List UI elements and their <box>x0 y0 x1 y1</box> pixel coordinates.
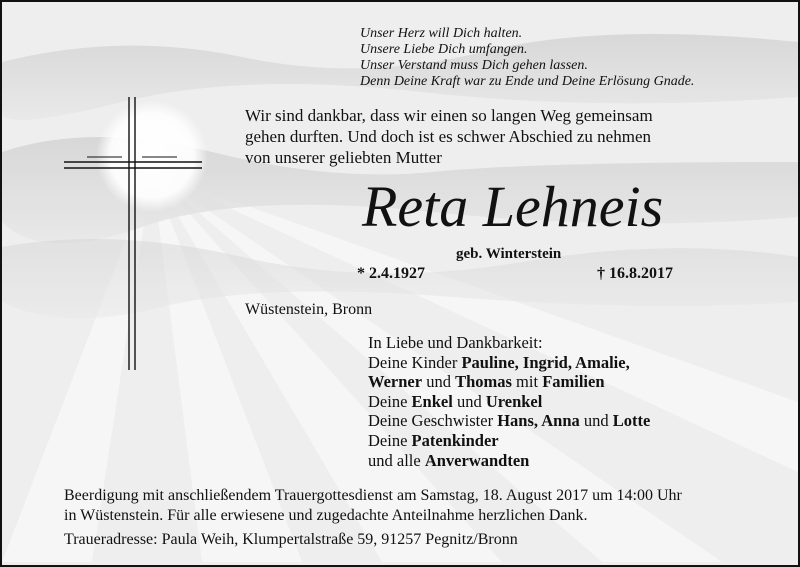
intro-text <box>245 105 653 168</box>
intro-line: Wir sind dankbar, dass wir einen so langen Weg gemeinsam <box>245 106 653 125</box>
text-span: Deine <box>368 391 412 411</box>
sun-icon <box>96 100 208 212</box>
text-span: Deine Geschwister <box>368 411 498 431</box>
children-names: Pauline, Ingrid, Amalie, <box>461 352 630 372</box>
son-name: Werner <box>368 372 423 392</box>
sibling-names: Hans, Anna <box>497 411 580 431</box>
poem-line: Unser Verstand muss Dich gehen lassen. <box>360 58 588 73</box>
text-span: mit <box>511 372 543 392</box>
mourners-heading: In Liebe und Dankbarkeit: <box>368 333 543 352</box>
deceased-name: Reta Lehneis <box>362 174 664 239</box>
death-date: † 16.8.2017 <box>597 265 673 282</box>
poem-line: Unsere Liebe Dich umfangen. <box>360 42 528 57</box>
funeral-notice <box>64 486 682 526</box>
mourners-line-siblings <box>368 411 650 431</box>
sibling-name: Lotte <box>612 411 651 431</box>
son-name: Thomas <box>455 372 512 392</box>
godchildren-label: Patenkinder <box>411 430 499 450</box>
mourning-address: Traueradresse: Paula Weih, Klumpertalstraße 59, 91257 Pegnitz/Bronn <box>64 531 518 548</box>
intro-line: gehen durften. Und doch ist es schwer Abschied zu nehmen <box>245 127 651 146</box>
intro-line: von unserer geliebten Mutter <box>245 148 442 167</box>
birth-date: * 2.4.1927 <box>357 265 425 282</box>
relatives-label: Anverwandten <box>424 450 530 470</box>
funeral-line: in Wüstenstein. Für alle erwiesene und zugedachte Anteilnahme herzlichen Dank. <box>64 507 588 524</box>
place-text: Wüstenstein, Bronn <box>245 301 373 318</box>
mourners-list <box>368 333 650 470</box>
mourners-line-godchildren <box>368 431 650 451</box>
grandchildren-label: Enkel <box>411 391 453 411</box>
mourners-line-sons <box>368 372 650 392</box>
poem-line: Unser Herz will Dich halten. <box>360 26 523 41</box>
mourners-line-grandchildren <box>368 392 650 412</box>
poem-line: Denn Deine Kraft war zu Ende und Deine Erlösung Gnade. <box>360 74 695 89</box>
mourners-line-children <box>368 353 650 373</box>
funeral-line: Beerdigung mit anschließendem Trauergottesdienst am Samstag, 18. August 2017 um 14:00 Uhr <box>64 487 682 504</box>
mourners-line-relatives <box>368 451 650 471</box>
text-span: und <box>452 391 486 411</box>
text-span: und <box>422 372 456 392</box>
text-span: Deine Kinder <box>368 352 462 372</box>
text-span: und <box>579 411 613 431</box>
text-span: und alle <box>368 450 425 470</box>
poem <box>360 26 694 90</box>
text-span: Deine <box>368 430 412 450</box>
maiden-name: geb. Winterstein <box>456 246 562 262</box>
families-label: Familien <box>542 372 605 392</box>
great-grandchildren-label: Urenkel <box>485 391 543 411</box>
